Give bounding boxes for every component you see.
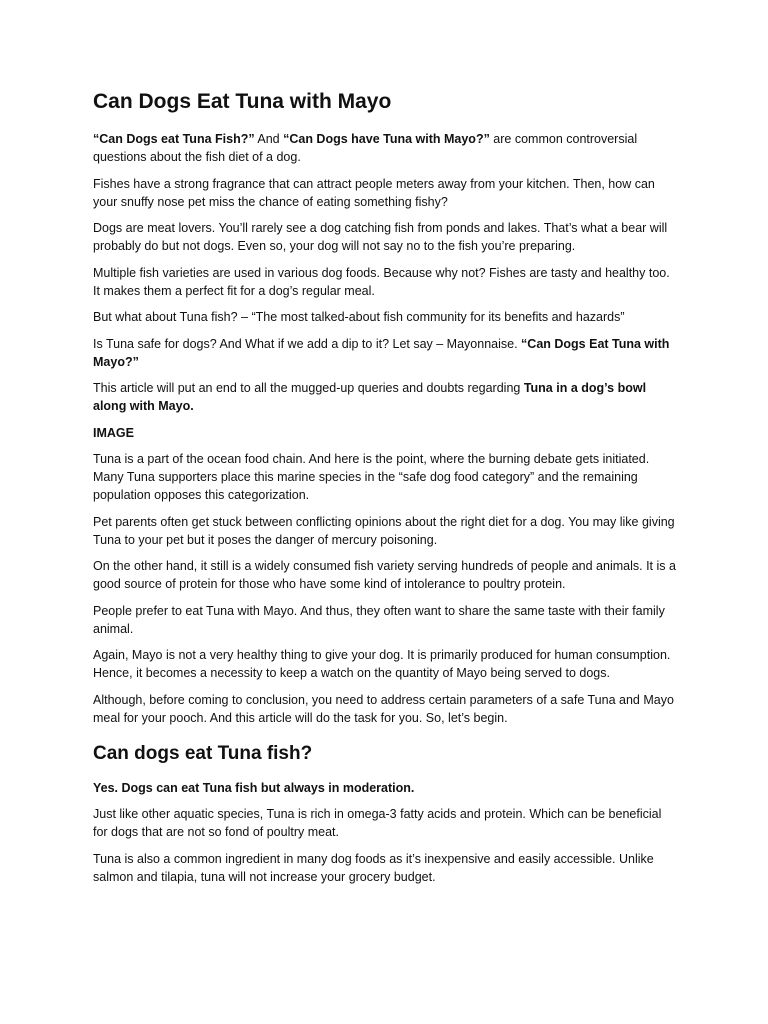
tuna-safe-bold: “Can Dogs Eat Tuna with Mayo?” [93, 336, 670, 369]
image-placeholder-label: IMAGE [93, 425, 134, 440]
paragraph-food-chain: Tuna is a part of the ocean food chain. And here is the point, where the burning debate gets initiated. Many Tuna supporters place this marine species in the “safe dog food category” and the remaining population opposes this categorization. [93, 452, 650, 502]
article-text: This article will put an end to all the mugged-up queries and doubts regarding [93, 381, 524, 395]
paragraph-other-hand: On the other hand, it still is a widely consumed fish variety serving hundreds of people and animals. It is a good source of protein for those who have some kind of intolerance to poultry protein. [93, 559, 676, 591]
section-heading-tuna-fish: Can dogs eat Tuna fish? [93, 742, 313, 764]
image-placeholder [93, 424, 676, 442]
intro-and: And [254, 132, 284, 146]
intro-rest: are common controversial questions about the fish diet of a dog. [93, 132, 638, 164]
paragraph-pet-parents: Pet parents often get stuck between conflicting opinions about the right diet for a dog. You may like giving Tuna to your pet but it poses the danger of mercury poisoning. [93, 514, 675, 547]
paragraph-article [93, 379, 676, 415]
intro-question-1: “Can Dogs eat Tuna Fish?” [93, 132, 255, 146]
paragraph-tuna-question: But what about Tuna fish? – “The most talked-about fish community for its benefits and hazards” [93, 310, 625, 324]
intro-question-2: “Can Dogs have Tuna with Mayo?” [283, 132, 490, 146]
paragraph-meat-lovers: Dogs are meat lovers. You’ll rarely see a dog catching fish from ponds and lakes. That’s what a bear will probably do but not dogs. Even so, your dog will not say no to the fish you’re preparing. [93, 221, 668, 253]
paragraph-people-prefer: People prefer to eat Tuna with Mayo. And thus, they often want to share the same taste with their family animal. [93, 603, 665, 636]
page-title: Can Dogs Eat Tuna with Mayo [93, 90, 392, 113]
paragraph-fish-varieties: Multiple fish varieties are used in various dog foods. Because why not? Fishes are tasty and healthy too. It makes them a perfect fit for a dog’s regular meal. [93, 265, 670, 298]
yes-bold: Yes. Dogs can eat Tuna fish but always in moderation. [93, 780, 415, 795]
paragraph-aquatic: Just like other aquatic species, Tuna is rich in omega-3 fatty acids and protein. Which can be beneficial for dogs that are not so fond of poultry meat. [93, 807, 662, 839]
paragraph-fragrance: Fishes have a strong fragrance that can attract people meters away from your kitchen. Then, how can your snuffy nose pet miss the chance of eating something fishy? [93, 176, 655, 209]
paragraph-yes [93, 779, 676, 797]
paragraph-common-ingredient: Tuna is also a common ingredient in many dog foods as it’s inexpensive and easily accessible. Unlike salmon and tilapia, tuna will not increase your grocery budget. [93, 851, 654, 884]
paragraph-although: Although, before coming to conclusion, you need to address certain parameters of a safe Tuna and Mayo meal for your pooch. And this article will do the task for you. So, let’s begin. [93, 692, 674, 725]
tuna-safe-text: Is Tuna safe for dogs? And What if we add a dip to it? Let say – Mayonnaise. [93, 336, 522, 351]
intro-paragraph [93, 130, 676, 166]
article-bold: Tuna in a dog’s bowl along with Mayo. [93, 381, 647, 413]
paragraph-mayo: Again, Mayo is not a very healthy thing to give your dog. It is primarily produced for human consumption. Hence, it becomes a necessity to keep a watch on the quantity of Mayo being served to dogs. [93, 648, 671, 680]
paragraph-tuna-safe [93, 335, 676, 371]
